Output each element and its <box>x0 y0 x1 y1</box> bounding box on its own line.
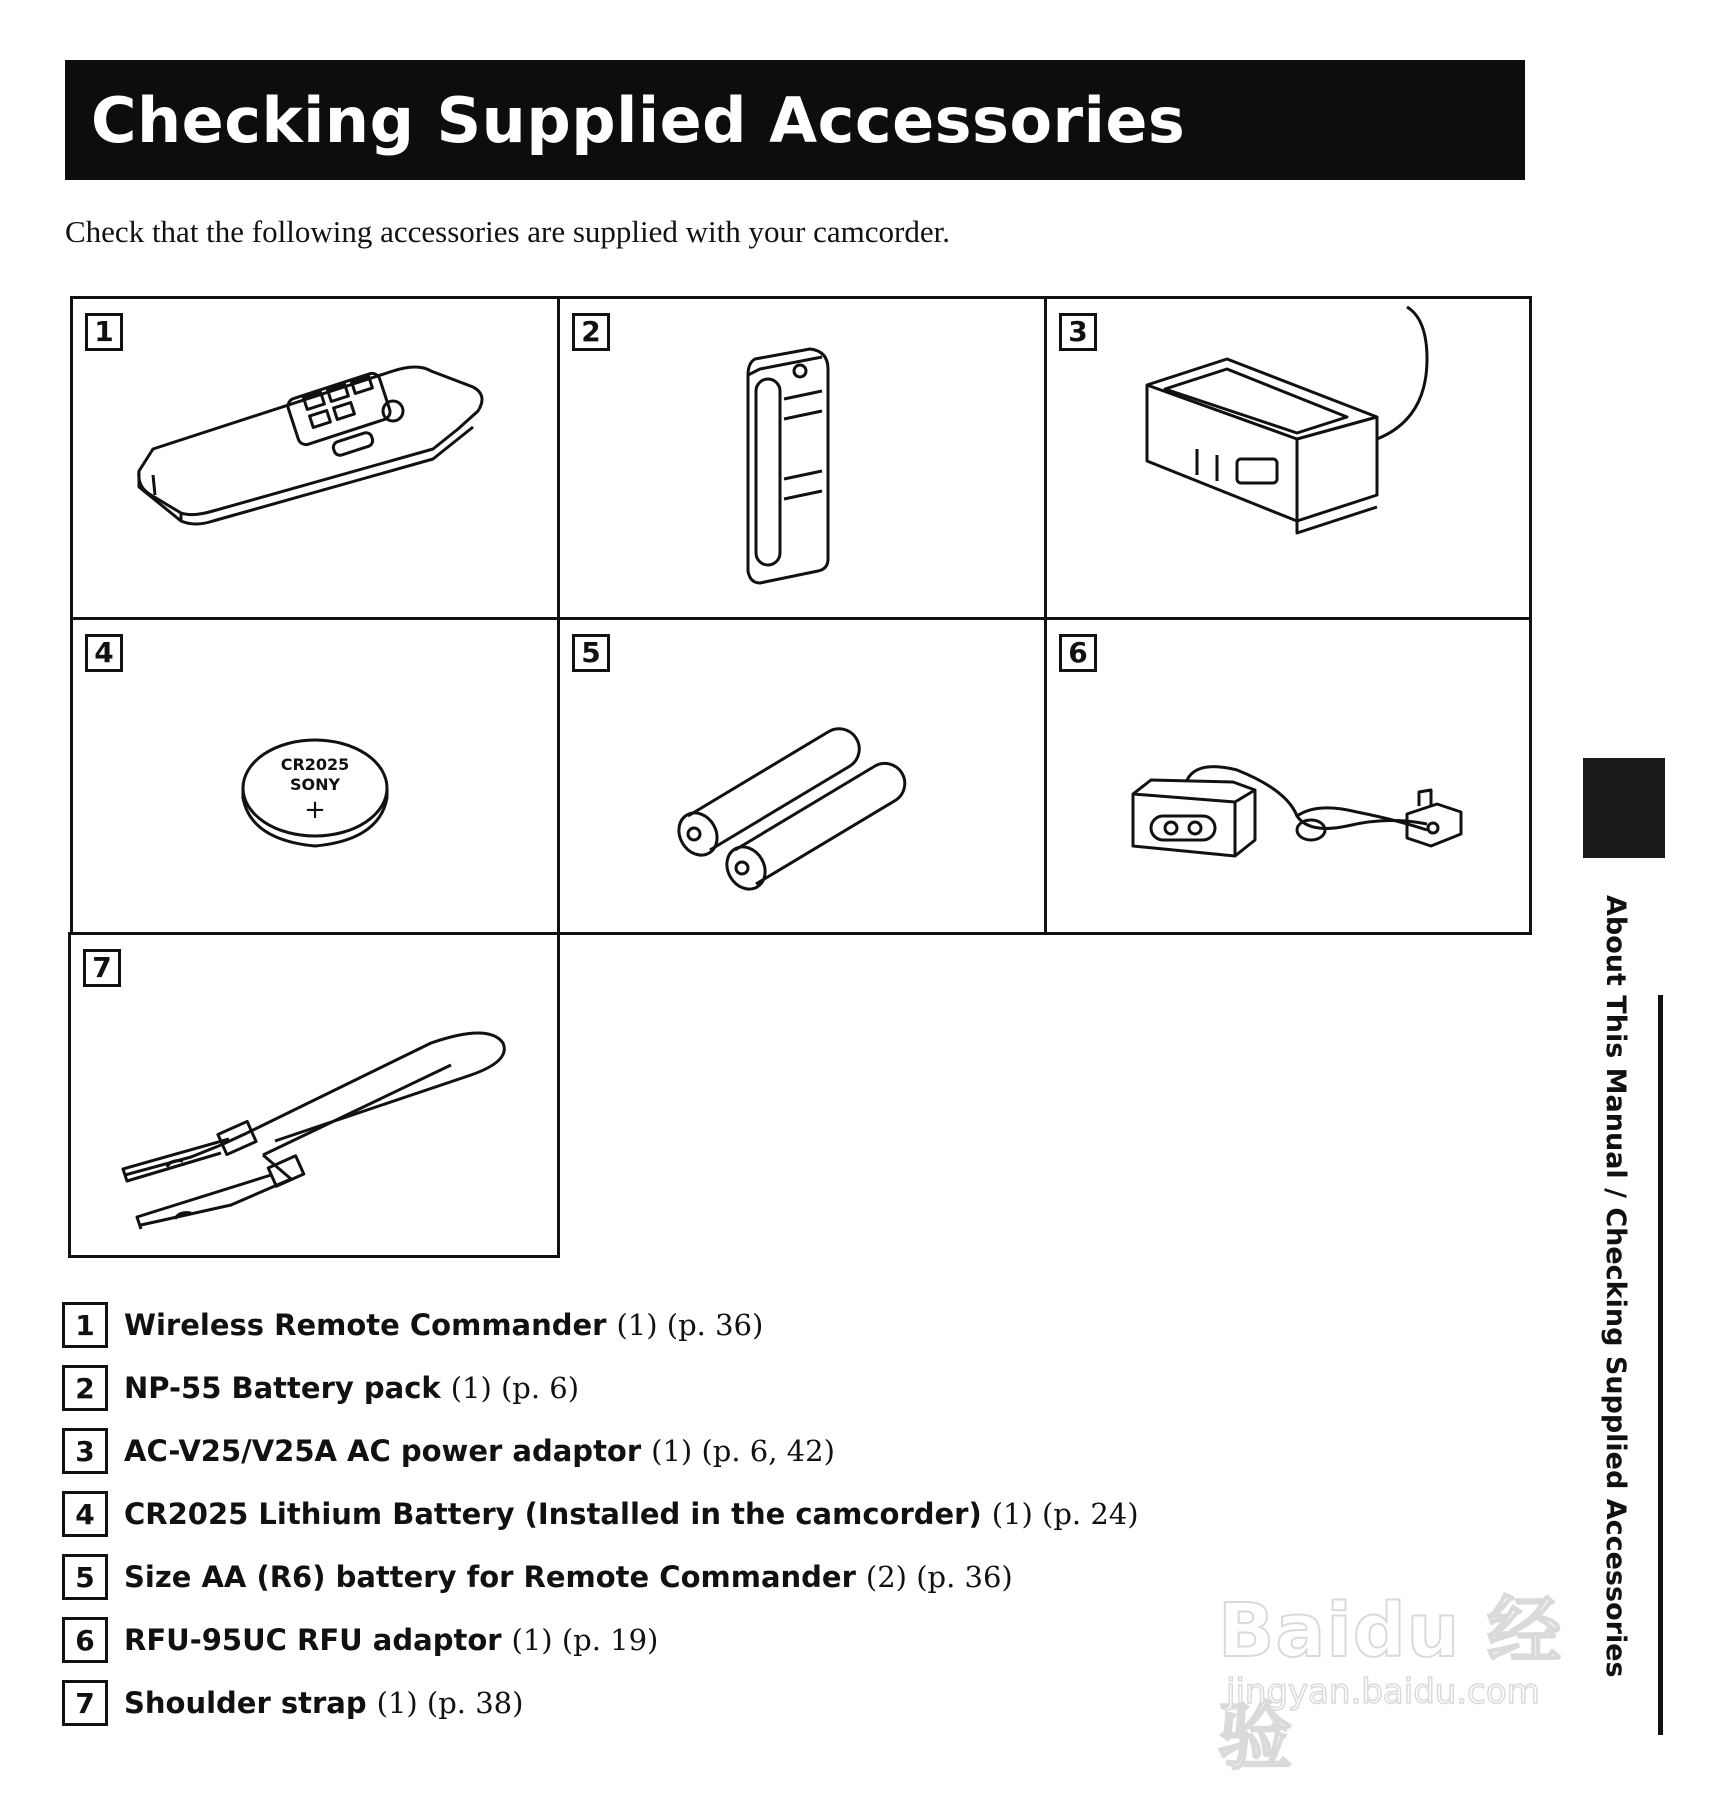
title-bar <box>65 60 1525 180</box>
section-label: About This Manual / Checking Supplied Accessories <box>1600 895 1631 1678</box>
list-item <box>62 1491 1139 1537</box>
remote-commander-icon <box>73 299 557 617</box>
figure-number: 4 <box>85 634 123 672</box>
item-detail: (1) (p. 6, 42) <box>651 1434 835 1468</box>
battery-pack-icon <box>560 299 1044 617</box>
figure-cell-3 <box>1044 296 1532 620</box>
item-number: 5 <box>62 1554 108 1600</box>
item-number: 1 <box>62 1302 108 1348</box>
item-detail: (1) (p. 38) <box>376 1686 524 1720</box>
item-name: RFU-95UC RFU adaptor <box>124 1623 502 1657</box>
figure-number: 6 <box>1059 634 1097 672</box>
list-item <box>62 1428 835 1474</box>
coin-brand-text: SONY <box>289 775 341 794</box>
shoulder-strap-icon <box>71 935 557 1255</box>
item-detail: (2) (p. 36) <box>865 1560 1013 1594</box>
item-number: 3 <box>62 1428 108 1474</box>
section-divider <box>1658 995 1663 1735</box>
watermark-logo: Baidu 经验 <box>1218 1588 1563 1780</box>
item-name: Size AA (R6) battery for Remote Commander <box>124 1560 856 1594</box>
coin-model-text: CR2025 <box>280 755 350 774</box>
list-item <box>62 1617 658 1663</box>
item-number: 2 <box>62 1365 108 1411</box>
figure-number: 1 <box>85 313 123 351</box>
figure-number: 5 <box>572 634 610 672</box>
figure-cell-5 <box>557 617 1047 935</box>
figure-number: 3 <box>1059 313 1097 351</box>
figure-cell-4 <box>70 617 560 935</box>
watermark <box>1218 1548 1618 1780</box>
item-name: AC-V25/V25A AC power adaptor <box>124 1434 642 1468</box>
item-number: 7 <box>62 1680 108 1726</box>
figure-number: 2 <box>572 313 610 351</box>
figure-cell-7 <box>68 932 560 1258</box>
item-name: CR2025 Lithium Battery (Installed in the camcorder) <box>124 1497 982 1531</box>
item-number: 4 <box>62 1491 108 1537</box>
intro-text: Check that the following accessories are supplied with your camcorder. <box>65 214 950 249</box>
item-detail: (1) (p. 24) <box>991 1497 1139 1531</box>
page-title: Checking Supplied Accessories <box>91 83 1186 157</box>
ac-adaptor-icon <box>1047 299 1529 617</box>
list-item <box>62 1554 1013 1600</box>
item-name: Shoulder strap <box>124 1686 367 1720</box>
aa-batteries-icon <box>560 620 1044 932</box>
watermark-url: jingyan.baidu.com <box>1226 1672 1540 1712</box>
item-detail: (1) (p. 6) <box>450 1371 580 1405</box>
list-item <box>62 1680 523 1726</box>
figure-cell-6 <box>1044 617 1532 935</box>
item-detail: (1) (p. 19) <box>511 1623 659 1657</box>
coin-polarity-text: + <box>304 795 326 825</box>
coin-battery-icon <box>73 620 557 932</box>
figure-cell-1 <box>70 296 560 620</box>
item-name: NP-55 Battery pack <box>124 1371 441 1405</box>
list-item <box>62 1365 579 1411</box>
figure-number: 7 <box>83 949 121 987</box>
figure-cell-2 <box>557 296 1047 620</box>
rfu-adaptor-icon <box>1047 620 1529 932</box>
section-tab-marker <box>1583 758 1665 858</box>
item-detail: (1) (p. 36) <box>616 1308 764 1342</box>
list-item <box>62 1302 763 1348</box>
item-name: Wireless Remote Commander <box>124 1308 607 1342</box>
item-number: 6 <box>62 1617 108 1663</box>
